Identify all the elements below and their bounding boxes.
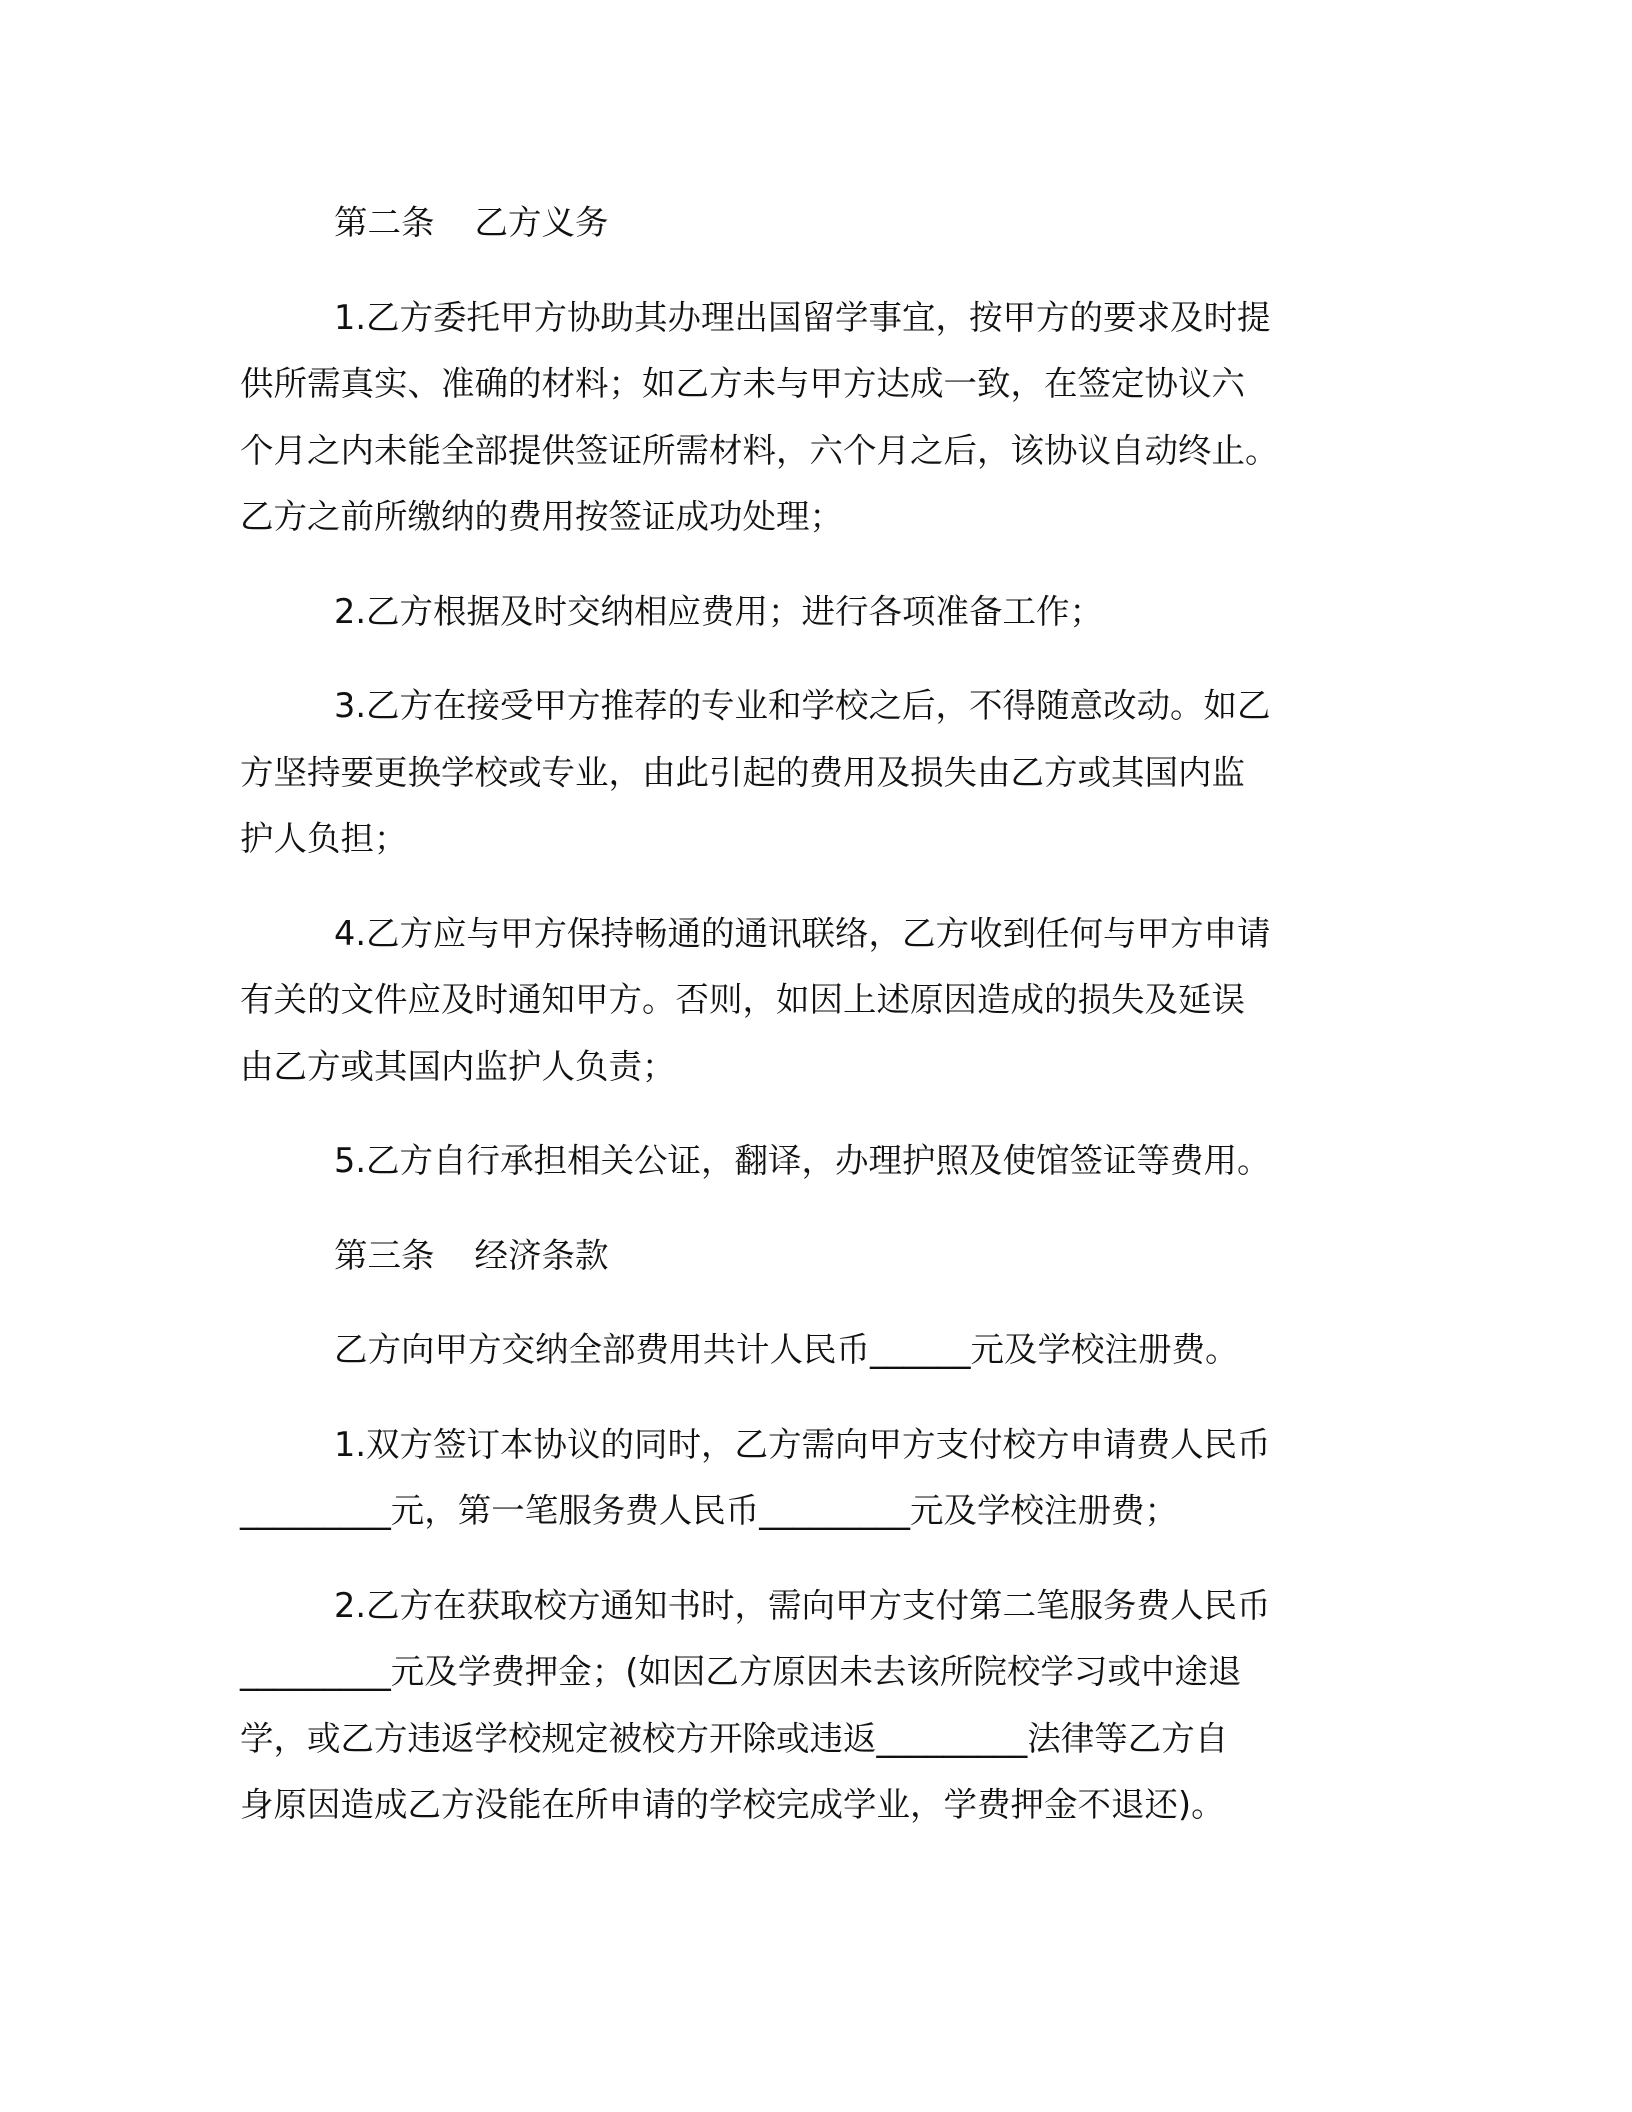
- paragraph-line: 身原因造成乙方没能在所申请的学校完成学业，学费押金不退还)。: [240, 1785, 1225, 1824]
- article-3-title: 经济条款: [474, 1235, 609, 1275]
- paragraph-line: 有关的文件应及时通知甲方。否则，如因上述原因造成的损失及延误: [240, 980, 1245, 1019]
- article-2-item-1: [240, 285, 1386, 551]
- article-2-item-4: [240, 901, 1386, 1101]
- paragraph-line: 方坚持要更换学校或专业，由此引起的费用及损失由乙方或其国内监: [240, 752, 1245, 792]
- article-3-item-2: [240, 1573, 1386, 1839]
- article-2-heading: [240, 190, 1386, 257]
- paragraph-line: _________元，第一笔服务费人民币_________元及学校注册费；: [240, 1491, 1178, 1530]
- paragraph-line: 2.乙方根据及时交纳相应费用；进行各项准备工作；: [334, 591, 1103, 631]
- paragraph-line: _________元及学费押金；(如因乙方原因未去该所院校学习或中途退: [240, 1652, 1242, 1691]
- article-3-intro: 乙方向甲方交纳全部费用共计人民币______元及学校注册费。: [334, 1330, 1239, 1369]
- paragraph-line: 4.乙方应与甲方保持畅通的通讯联络，乙方收到任何与甲方申请: [334, 913, 1271, 953]
- paragraph-line: 1.乙方委托甲方协助其办理出国留学事宜，按甲方的要求及时提: [334, 297, 1271, 337]
- paragraph-line: 由乙方或其国内监护人负责；: [240, 1046, 676, 1086]
- paragraph-line: 2.乙方在获取校方通知书时，需向甲方支付第二笔服务费人民币: [334, 1585, 1271, 1625]
- article-2-title: 乙方义务: [474, 203, 609, 242]
- article-2-item-3: [240, 673, 1386, 873]
- article-2-item-2: [240, 579, 1386, 646]
- paragraph-line: 学，或乙方违返学校规定被校方开除或违返_________法律等乙方自: [240, 1718, 1229, 1758]
- document-page: [240, 190, 1386, 1839]
- article-3-number: 第三条: [334, 1235, 435, 1275]
- paragraph-line: 供所需真实、准确的材料；如乙方未与甲方达成一致，在签定协议六: [240, 364, 1245, 403]
- paragraph-line: 个月之内未能全部提供签证所需材料，六个月之后，该协议自动终止。: [240, 430, 1279, 470]
- paragraph-line: 护人负担；: [240, 819, 408, 858]
- article-2-item-5: [240, 1128, 1386, 1195]
- paragraph-line: 乙方之前所缴纳的费用按签证成功处理；: [240, 497, 843, 536]
- paragraph-line: 1.双方签订本协议的同时，乙方需向甲方支付校方申请费人民币: [334, 1424, 1271, 1464]
- paragraph-line: 3.乙方在接受甲方推荐的专业和学校之后，不得随意改动。如乙: [334, 686, 1271, 725]
- article-3-item-1: [240, 1412, 1386, 1545]
- article-2-number: 第二条: [334, 203, 435, 242]
- article-3-heading: [240, 1223, 1386, 1290]
- paragraph-line: 5.乙方自行承担相关公证，翻译，办理护照及使馆签证等费用。: [334, 1141, 1271, 1180]
